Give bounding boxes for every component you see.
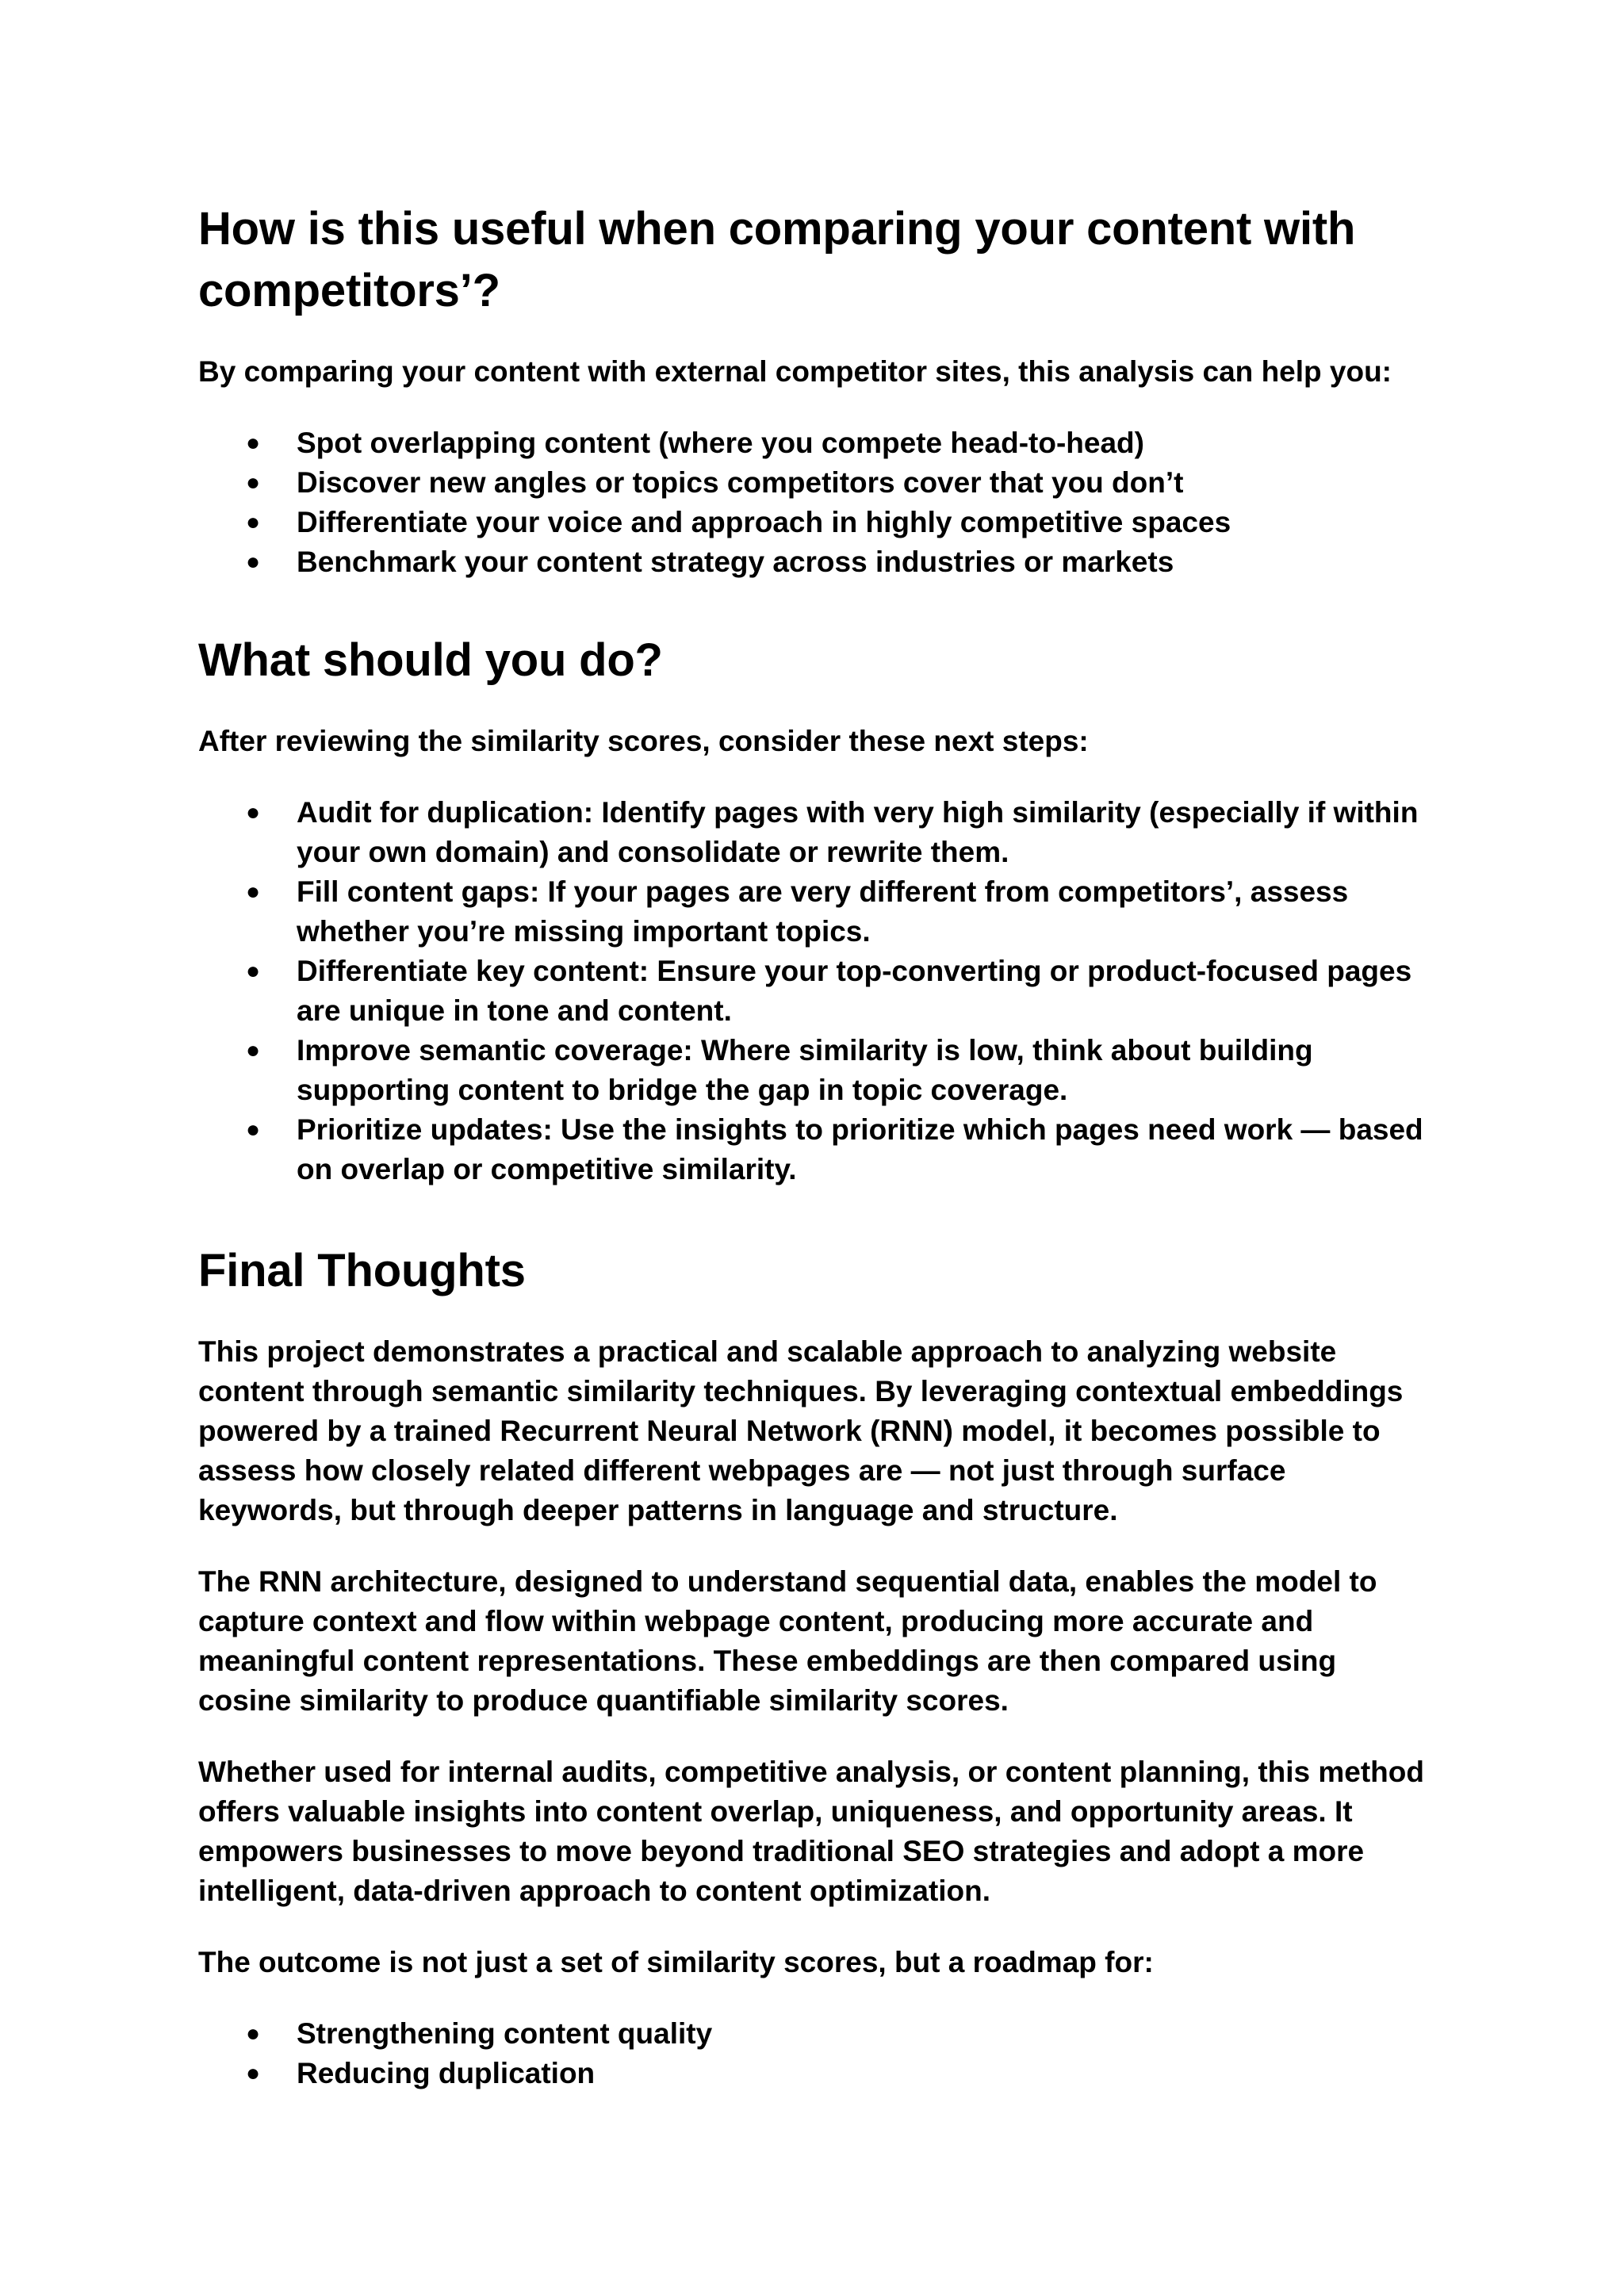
bullet-icon: ● bbox=[246, 958, 261, 984]
list-item bbox=[198, 1110, 1435, 1189]
list-item bbox=[198, 542, 1435, 582]
heading-final-thoughts: Final Thoughts bbox=[198, 1245, 526, 1296]
bullet-icon: ● bbox=[246, 2060, 261, 2086]
list-item bbox=[198, 463, 1435, 503]
list-item bbox=[198, 793, 1435, 872]
list-item-text: Discover new angles or topics competitors cover that you don’t bbox=[297, 466, 1184, 499]
heading-competitors: How is this useful when comparing your content with competitors’? bbox=[198, 203, 1356, 316]
list-item bbox=[198, 2054, 1435, 2093]
intro-actions: After reviewing the similarity scores, consider these next steps: bbox=[198, 725, 1089, 757]
heading-actions: What should you do? bbox=[198, 634, 663, 686]
bullet-icon: ● bbox=[246, 509, 261, 535]
list-item bbox=[198, 1031, 1435, 1110]
list-actions bbox=[198, 793, 1435, 1189]
list-item-text: Differentiate your voice and approach in highly competitive spaces bbox=[297, 506, 1231, 538]
paragraph: The RNN architecture, designed to understand sequential data, enables the model to capture context and flow within webpage content, producing more accurate and meaningful content representations. These embeddings are then compared using cosine similarity to produce quantifiable similarity scores. bbox=[198, 1565, 1377, 1717]
bullet-icon: ● bbox=[246, 430, 261, 456]
list-competitors bbox=[198, 423, 1435, 582]
bullet-icon: ● bbox=[246, 879, 261, 905]
intro-competitors: By comparing your content with external competitor sites, this analysis can help you: bbox=[198, 355, 1392, 388]
list-item-text: Differentiate key content: Ensure your top-converting or product-focused pages are unique in tone and content. bbox=[297, 955, 1412, 1027]
bullet-icon: ● bbox=[246, 1037, 261, 1063]
bullet-icon: ● bbox=[246, 799, 261, 825]
bullet-icon: ● bbox=[246, 469, 261, 496]
list-item-text: Audit for duplication: Identify pages with very high similarity (especially if within your own domain) and consolidate or rewrite them. bbox=[297, 796, 1419, 868]
document-page bbox=[198, 190, 1435, 2093]
bullet-icon: ● bbox=[246, 1116, 261, 1143]
list-item-text: Improve semantic coverage: Where similarity is low, think about building supporting content to bridge the gap in topic coverage. bbox=[297, 1034, 1313, 1106]
list-item-text: Fill content gaps: If your pages are very different from competitors’, assess whether you’re missing important topics. bbox=[297, 875, 1349, 948]
list-item-text: Spot overlapping content (where you compete head-to-head) bbox=[297, 427, 1144, 459]
list-item-text: Benchmark your content strategy across industries or markets bbox=[297, 546, 1174, 578]
list-item bbox=[198, 503, 1435, 542]
bullet-icon: ● bbox=[246, 2020, 261, 2047]
paragraph: The outcome is not just a set of similarity scores, but a roadmap for: bbox=[198, 1946, 1154, 1978]
list-item-text: Prioritize updates: Use the insights to prioritize which pages need work — based on overlap or competitive similarity. bbox=[297, 1113, 1423, 1185]
list-final bbox=[198, 2014, 1435, 2093]
bullet-icon: ● bbox=[246, 549, 261, 575]
list-item bbox=[198, 423, 1435, 463]
list-item bbox=[198, 872, 1435, 952]
list-item-text: Strengthening content quality bbox=[297, 2017, 713, 2050]
list-item bbox=[198, 952, 1435, 1031]
paragraph: Whether used for internal audits, competitive analysis, or content planning, this method offers valuable insights into content overlap, uniqueness, and opportunity areas. It empowers businesses to move beyond traditional SEO strategies and adopt a more intelligent, data-driven approach to content optimization. bbox=[198, 1756, 1424, 1907]
list-item bbox=[198, 2014, 1435, 2054]
paragraph: This project demonstrates a practical and scalable approach to analyzing website content through semantic similarity techniques. By leveraging contextual embeddings powered by a trained Recurrent Neural Network (RNN) model, it becomes possible to assess how closely related different webpages are — not just through surface keywords, but through deeper patterns in language and structure. bbox=[198, 1335, 1404, 1526]
list-item-text: Reducing duplication bbox=[297, 2057, 596, 2089]
